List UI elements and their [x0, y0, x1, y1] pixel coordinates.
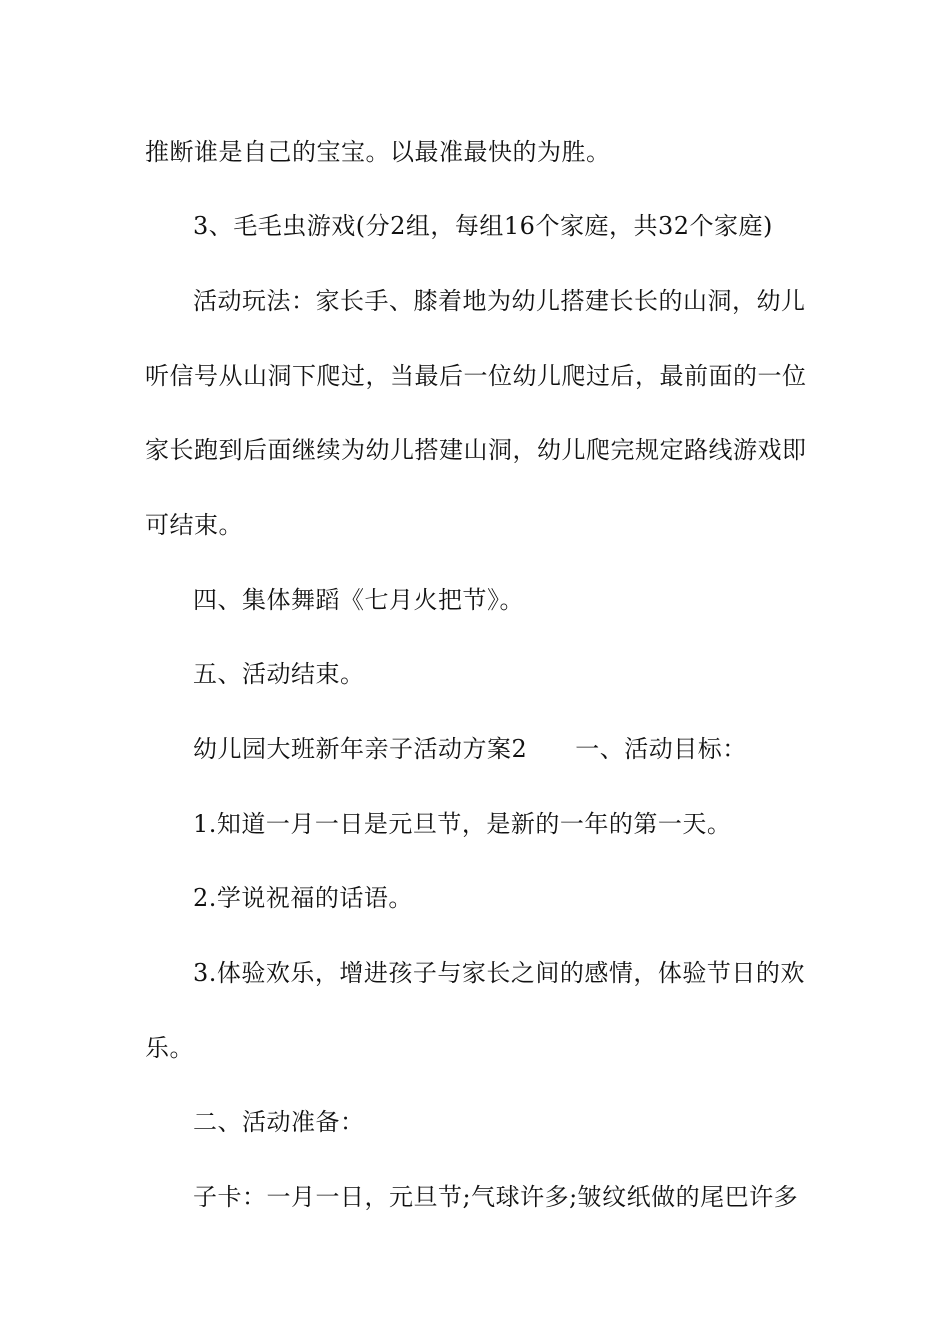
- plan-title-line: [193, 733, 873, 765]
- plan-title: 幼儿园大班新年亲子活动方案2: [193, 735, 528, 763]
- text-line: 活动玩法：家长手、膝着地为幼儿搭建长长的山洞，幼儿: [193, 287, 806, 315]
- list-item: 1.知道一月一日是元旦节，是新的一年的第一天。: [193, 810, 732, 838]
- text-line: 听信号从山洞下爬过，当最后一位幼儿爬过后，最前面的一位: [145, 362, 807, 390]
- text-line: 可结束。: [145, 511, 243, 539]
- section-heading: 二、活动准备：: [193, 1108, 365, 1136]
- text-line: 推断谁是自己的宝宝。以最准最快的为胜。: [145, 138, 611, 166]
- text-line: 3、毛毛虫游戏(分2组，每组16个家庭，共32个家庭): [193, 212, 773, 240]
- section-heading: 四、集体舞蹈《七月火把节》。: [193, 586, 524, 614]
- text-line: 家长跑到后面继续为幼儿搭建山洞，幼儿爬完规定路线游戏即: [145, 436, 807, 464]
- list-item: 3.体验欢乐，增进孩子与家长之间的感情，体验节日的欢: [193, 959, 805, 987]
- text-line: 乐。: [145, 1034, 194, 1062]
- section-heading: 一、活动目标：: [575, 735, 747, 763]
- list-item: 2.学说祝福的话语。: [193, 884, 413, 912]
- text-line: 子卡：一月一日，元旦节;气球许多;皱纹纸做的尾巴许多: [193, 1183, 799, 1211]
- section-heading: 五、活动结束。: [193, 660, 365, 688]
